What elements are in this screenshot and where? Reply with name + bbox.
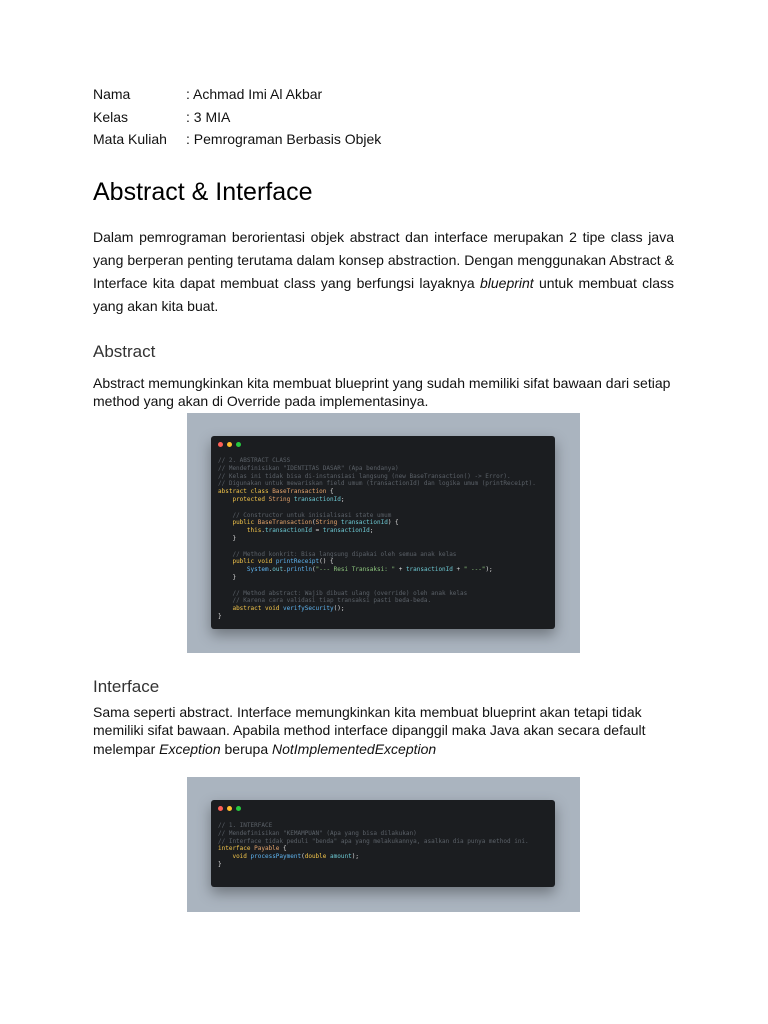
interface-heading: Interface	[93, 677, 160, 696]
code-token	[218, 496, 232, 503]
code-line	[218, 551, 456, 558]
code-line	[218, 558, 334, 565]
interface-code-screenshot	[187, 777, 580, 912]
code-line	[218, 830, 417, 837]
code-token: printReceipt	[275, 558, 320, 566]
minimize-dot-icon	[227, 442, 232, 447]
info-label: Mata Kuliah	[93, 131, 167, 147]
code-token: // 2. ABSTRACT CLASS	[218, 457, 291, 464]
maximize-dot-icon	[236, 442, 241, 447]
code-token: transactionId	[264, 527, 312, 535]
info-value: : Achmad Imi Al Akbar	[186, 86, 323, 102]
maximize-dot-icon	[236, 806, 241, 811]
interface-text-mid: berupa	[220, 740, 272, 757]
student-info	[93, 86, 381, 154]
code-line	[218, 473, 511, 480]
code-line	[218, 853, 359, 860]
code-token	[218, 527, 247, 534]
abstract-code-block	[218, 457, 536, 621]
code-token: BaseTransaction	[272, 488, 327, 496]
info-row-name	[93, 86, 381, 109]
code-token: // Constructor untuk inisialisasi state umum	[232, 511, 392, 519]
info-value: : 3 MIA	[186, 108, 231, 125]
window-controls	[218, 442, 241, 447]
code-token: }	[218, 534, 237, 542]
code-token: ();	[333, 605, 345, 613]
abstract-paragraph: Abstract memungkinkan kita membuat blueprint yang sudah memiliki sifat bawaan dari setiap method yang akan di Override pada implementasinya.	[93, 375, 671, 410]
code-token: Payable	[254, 845, 280, 853]
intro-emphasis: blueprint	[479, 275, 534, 291]
info-label: Nama	[93, 86, 131, 102]
code-token: {	[279, 845, 287, 853]
code-token: transactionId	[293, 495, 341, 503]
code-token	[218, 566, 247, 573]
code-token: public	[232, 519, 258, 527]
code-token: =	[311, 527, 323, 535]
code-token: }	[218, 573, 237, 581]
code-token: }	[218, 860, 222, 868]
minimize-dot-icon	[227, 806, 232, 811]
code-line	[218, 519, 399, 526]
code-token: String	[315, 519, 341, 527]
code-token: // Method abstract: Wajib dibuat ulang (override) oleh anak kelas	[232, 589, 468, 597]
code-token: abstract void	[232, 605, 284, 613]
code-token: // Mendefinisikan "IDENTITAS DASAR" (Apa bendanya)	[218, 464, 399, 472]
code-token: transactionId	[322, 527, 370, 535]
code-token: .	[283, 566, 287, 574]
code-token: // 1. INTERFACE	[218, 822, 273, 829]
code-line	[218, 512, 391, 519]
code-token: ;	[340, 495, 345, 503]
code-token: transactionId	[340, 519, 388, 527]
code-line	[218, 845, 287, 852]
code-line	[218, 465, 399, 472]
code-token: (	[301, 853, 305, 861]
abstract-code-screenshot	[187, 413, 580, 653]
code-line	[218, 566, 493, 573]
code-token	[218, 512, 232, 519]
not-implemented-emphasis: NotImplementedException	[272, 740, 437, 757]
code-token: (	[311, 519, 316, 527]
code-token: BaseTransaction	[257, 519, 312, 527]
intro-paragraph	[93, 226, 674, 318]
close-dot-icon	[218, 806, 223, 811]
code-token: amount	[330, 853, 352, 861]
code-token: ;	[369, 527, 374, 535]
code-token: this	[246, 527, 262, 535]
code-line	[218, 480, 536, 487]
code-token: String	[268, 495, 294, 503]
code-token: // Method konkrit: Bisa langsung dipakai oleh semua anak kelas	[232, 550, 457, 558]
code-token: println	[286, 566, 312, 574]
interface-paragraph	[93, 703, 674, 758]
close-dot-icon	[218, 442, 223, 447]
abstract-heading: Abstract	[93, 342, 156, 361]
interface-text: Sama seperti abstract. Interface memungkinkan kita membuat blueprint akan tetapi tidak memiliki sifat bawaan. Apabila method interface dipanggil maka Java akan secara default melempar	[93, 704, 646, 757]
code-token: abstract class	[218, 488, 273, 496]
code-line	[218, 605, 344, 612]
code-token: () {	[319, 558, 334, 566]
code-line	[218, 496, 344, 503]
code-token: " ---"	[463, 566, 486, 574]
code-token: (	[311, 566, 316, 574]
code-line	[218, 527, 373, 534]
code-token: transactionId	[405, 566, 453, 574]
code-token	[218, 605, 232, 612]
code-window	[211, 436, 555, 629]
exception-emphasis: Exception	[159, 740, 221, 757]
code-token: // Karena cara validasi tiap transaksi pasti beda-beda.	[232, 597, 432, 605]
code-token	[218, 519, 232, 526]
intro-text-end: untuk membuat class yang akan kita buat.	[93, 275, 675, 314]
code-line	[218, 822, 272, 829]
code-line	[218, 457, 290, 464]
code-token	[218, 558, 232, 565]
code-token: .	[268, 566, 273, 574]
code-token	[218, 853, 232, 860]
code-token: // Kelas ini tidak bisa di-instansiasi langsung (new BaseTransaction() -> Error).	[218, 472, 511, 480]
window-controls	[218, 806, 241, 811]
code-token: }	[218, 612, 222, 620]
interface-code-block	[218, 822, 529, 869]
code-line	[218, 613, 222, 620]
code-token: void	[232, 853, 251, 861]
code-token: .	[261, 527, 265, 535]
info-value: : Pemrograman Berbasis Objek	[186, 131, 382, 147]
code-token	[218, 590, 232, 597]
code-line	[218, 574, 236, 581]
code-token: );	[485, 566, 493, 574]
code-line	[218, 838, 529, 845]
code-token: verifySecurity	[283, 605, 334, 613]
info-row-course	[93, 131, 381, 154]
info-label: Kelas	[93, 108, 129, 125]
code-token: interface	[218, 845, 255, 853]
code-token: processPayment	[250, 853, 302, 861]
code-line	[218, 861, 222, 868]
code-token: // Mendefinisikan "KEMAMPUAN" (Apa yang bisa dilakukan)	[218, 829, 417, 837]
code-token: // Interface tidak peduli "benda" apa yang melakukannya, asalkan dia punya method ini.	[218, 837, 529, 845]
code-window	[211, 800, 555, 887]
code-token	[218, 551, 232, 558]
code-token: // Digunakan untuk mewariskan field umum (transactionId) dan logika umum (printReceipt).	[218, 480, 536, 488]
code-token: );	[351, 853, 359, 861]
code-token: +	[395, 566, 406, 574]
code-token: ) {	[387, 519, 399, 527]
code-token: "--- Resi Transaksi: "	[315, 566, 396, 574]
code-line	[218, 488, 334, 495]
code-token: {	[326, 488, 334, 496]
code-token: out	[272, 566, 284, 574]
code-token	[218, 597, 232, 604]
document-title: Abstract & Interface	[93, 178, 313, 206]
code-line	[218, 535, 236, 542]
code-token: protected	[232, 495, 269, 503]
code-line	[218, 597, 431, 604]
code-token: double	[304, 853, 331, 861]
code-token: System	[246, 566, 269, 574]
code-line	[218, 590, 467, 597]
intro-text: Dalam pemrograman berorientasi objek abstract dan interface merupakan 2 tipe class java yang berperan penting terutama dalam konsep abstraction. Dengan menggunakan Abstract & Interface kita dapat membuat class yang berfungsi layaknya	[93, 229, 674, 291]
code-token: +	[452, 566, 464, 574]
info-row-class	[93, 109, 381, 132]
code-token: public void	[232, 558, 276, 566]
